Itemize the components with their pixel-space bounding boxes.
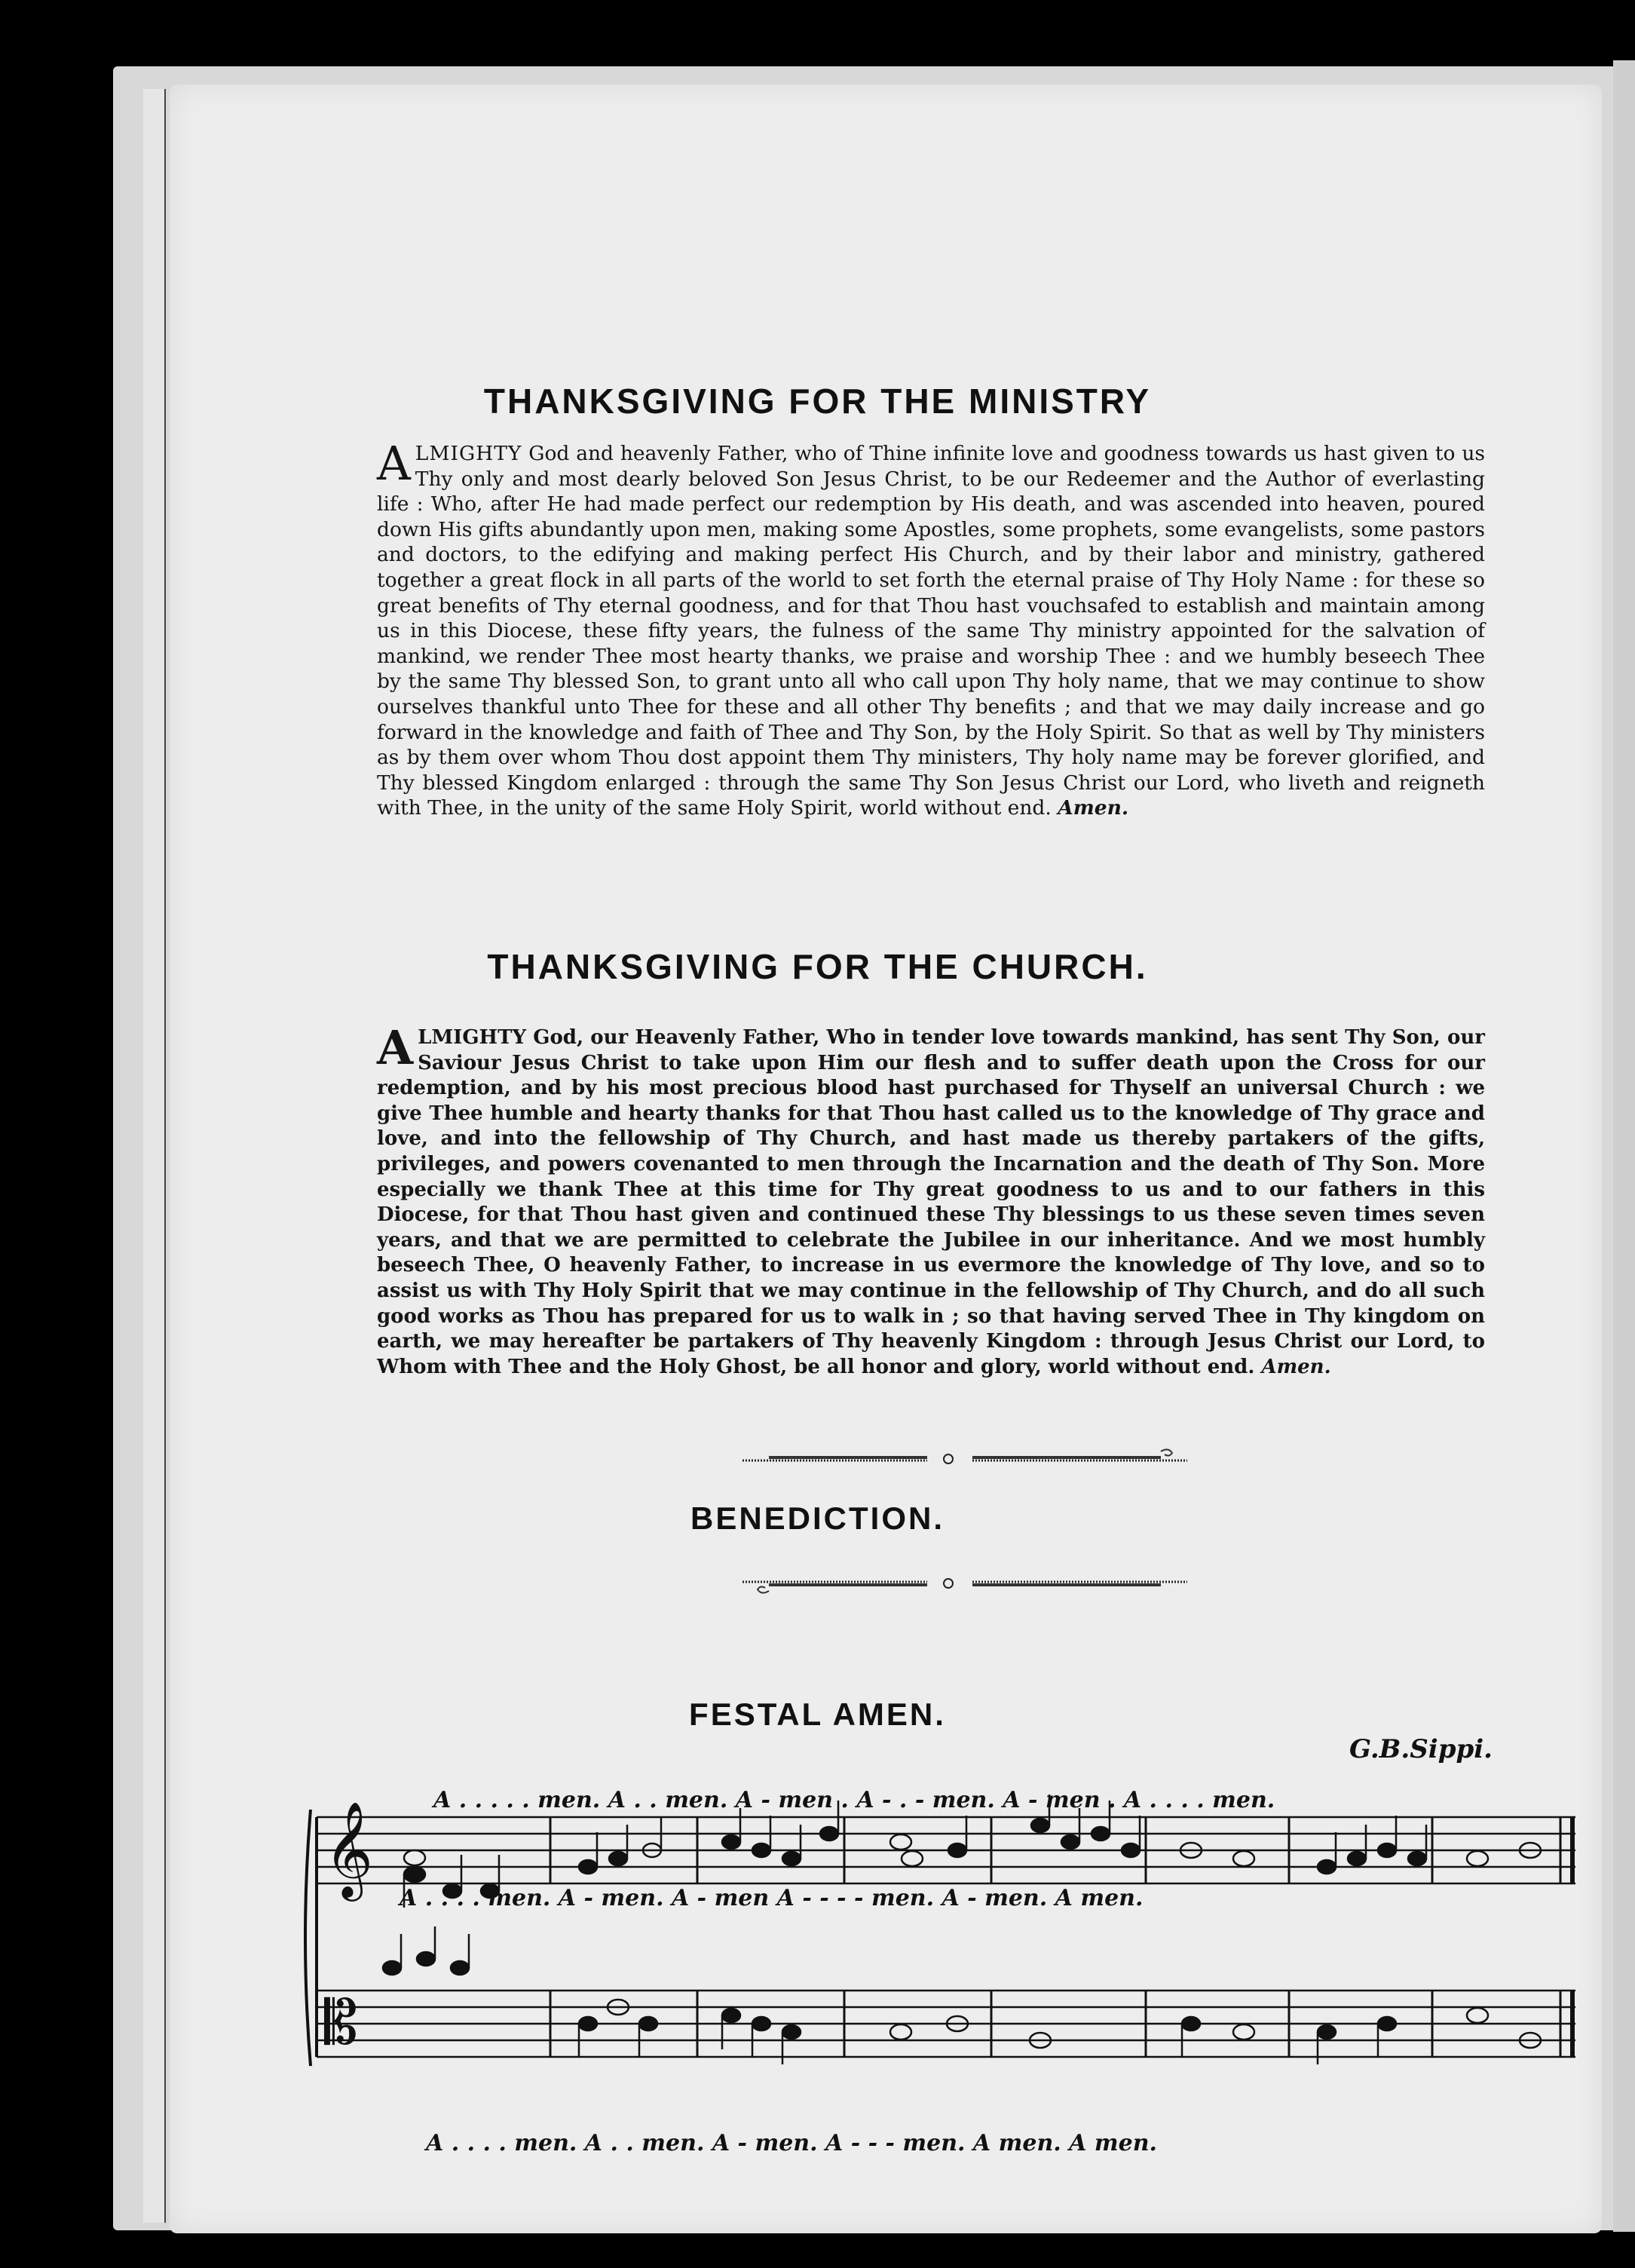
bass-notes [383, 1926, 1541, 2064]
heading-benediction: BENEDICTION. [690, 1500, 945, 1536]
lead-word-ministry: LMIGHTY [415, 442, 522, 465]
paragraph-ministry [377, 436, 1485, 821]
treble-clef-icon: 𝄞 [324, 1801, 374, 1897]
ornament-divider-top [739, 1444, 1191, 1474]
lyrics-treble: A . . . . . men. A . . men. A - men . A - . - men. A - men . A . . . . men. [433, 1787, 1275, 1813]
body-church: God, our Heavenly Father, Who in tender love towards mankind, has sent Thy Son, our Saviour Jesus Christ to take upon Him our flesh and to suffer death upon the Cross for our redemption, and by his most precious blood hast purchased for Thyself an universal Church : we give Thee humble and hearty thanks for that Thou hast called us to the knowledge of Thy grace and love, and into the fellowship of Thy Church, and hast made us thereby partakers of the gifts, privileges, and powers covenanted to men through the Incarnation and the death of Thy Son. More especially we thank Thee at this time for Thy great goodness to us and to our fathers in this Diocese, for that Thou hast given and continued these Thy blessings to us these seven times seven years, and that we are permitted to celebrate the Jubilee in our inheritance. And we most humbly beseech Thee, O heavenly Father, to increase in us evermore the knowledge of Thy love, and so to assist us with Thy Holy Spirit that we may continue in the fellowship of Thy Church, and do all such good works as Thou has prepared for us to walk in ; so that having served Thee in Thy kingdom on earth, we may hereafter be partakers of Thy heavenly Kingdom : through Jesus Christ our Lord, to Whom with Thee and the Holy Ghost, be all honor and glory, world without end. [377, 1026, 1485, 1378]
composer-signature: G.B.Sippi. [1349, 1734, 1493, 1764]
amen-church: Amen. [1261, 1355, 1331, 1378]
heading-thanksgiving-ministry: THANKSGIVING FOR THE MINISTRY [483, 382, 1152, 421]
amen-ministry: Amen. [1058, 796, 1129, 820]
lead-word-church: LMIGHTY [418, 1026, 527, 1049]
lyrics-bass: A . . . . men. A . . men. A - men. A - - - men. A men. A men. [426, 2130, 1157, 2156]
body-ministry: God and heavenly Father, who of Thine infinite love and goodness towards us hast given to us Thy only and most dearly beloved Son Jesus Christ, to be our Redeemer and the Author of everlasting life : Who, after He had made perfect our redemption by His death, and was ascended into heaven, poured down His gifts abundantly upon men, making some Apostles, some prophets, some evangelists, some pastors and doctors, to the edifying and making perfect His Church, and by their labor and ministry, gathered together a great flock in all parts of the world to set forth the eternal praise of Thy Holy Name : for these so great benefits of Thy eternal goodness, and for that Thou hast vouchsafed to establish and maintain among us in this Diocese, these fifty years, the fulness of the same Thy ministry appointed for the salvation of mankind, we render Thee most hearty thanks, we praise and worship Thee : and we humbly beseech Thee by the same Thy blessed Son, to grant unto all who call upon Thy holy name, that we may continue to show ourselves thankful unto Thee for these and all other Thy benefits ; and that we may daily increase and go forward in the knowledge and faith of Thee and Thy Son, by the Holy Spirit. So that as well by Thy ministers as by them over whom Thou dost appoint them Thy ministers, Thy holy name may be forever glorified, and Thy blessed Kingdom enlarged : through the same Thy Son Jesus Christ our Lord, who liveth and reigneth with Thee, in the unity of the same Holy Spirit, world without end. [377, 442, 1485, 820]
system-brace [305, 1810, 311, 2066]
bass-clef-icon: 𝄡 [324, 1988, 358, 2058]
paragraph-church [377, 1020, 1485, 1380]
dropcap-ministry: A [377, 436, 411, 491]
lyrics-alto: A . . . . men. A - men. A - men A - - - - men. A - men. A men. [400, 1885, 1144, 1911]
heading-festal-amen: FESTAL AMEN. [689, 1696, 946, 1732]
heading-thanksgiving-church: THANKSGIVING FOR THE CHURCH. [487, 947, 1148, 986]
ornament-divider-bottom [739, 1568, 1191, 1598]
dropcap-church: A [377, 1020, 414, 1075]
